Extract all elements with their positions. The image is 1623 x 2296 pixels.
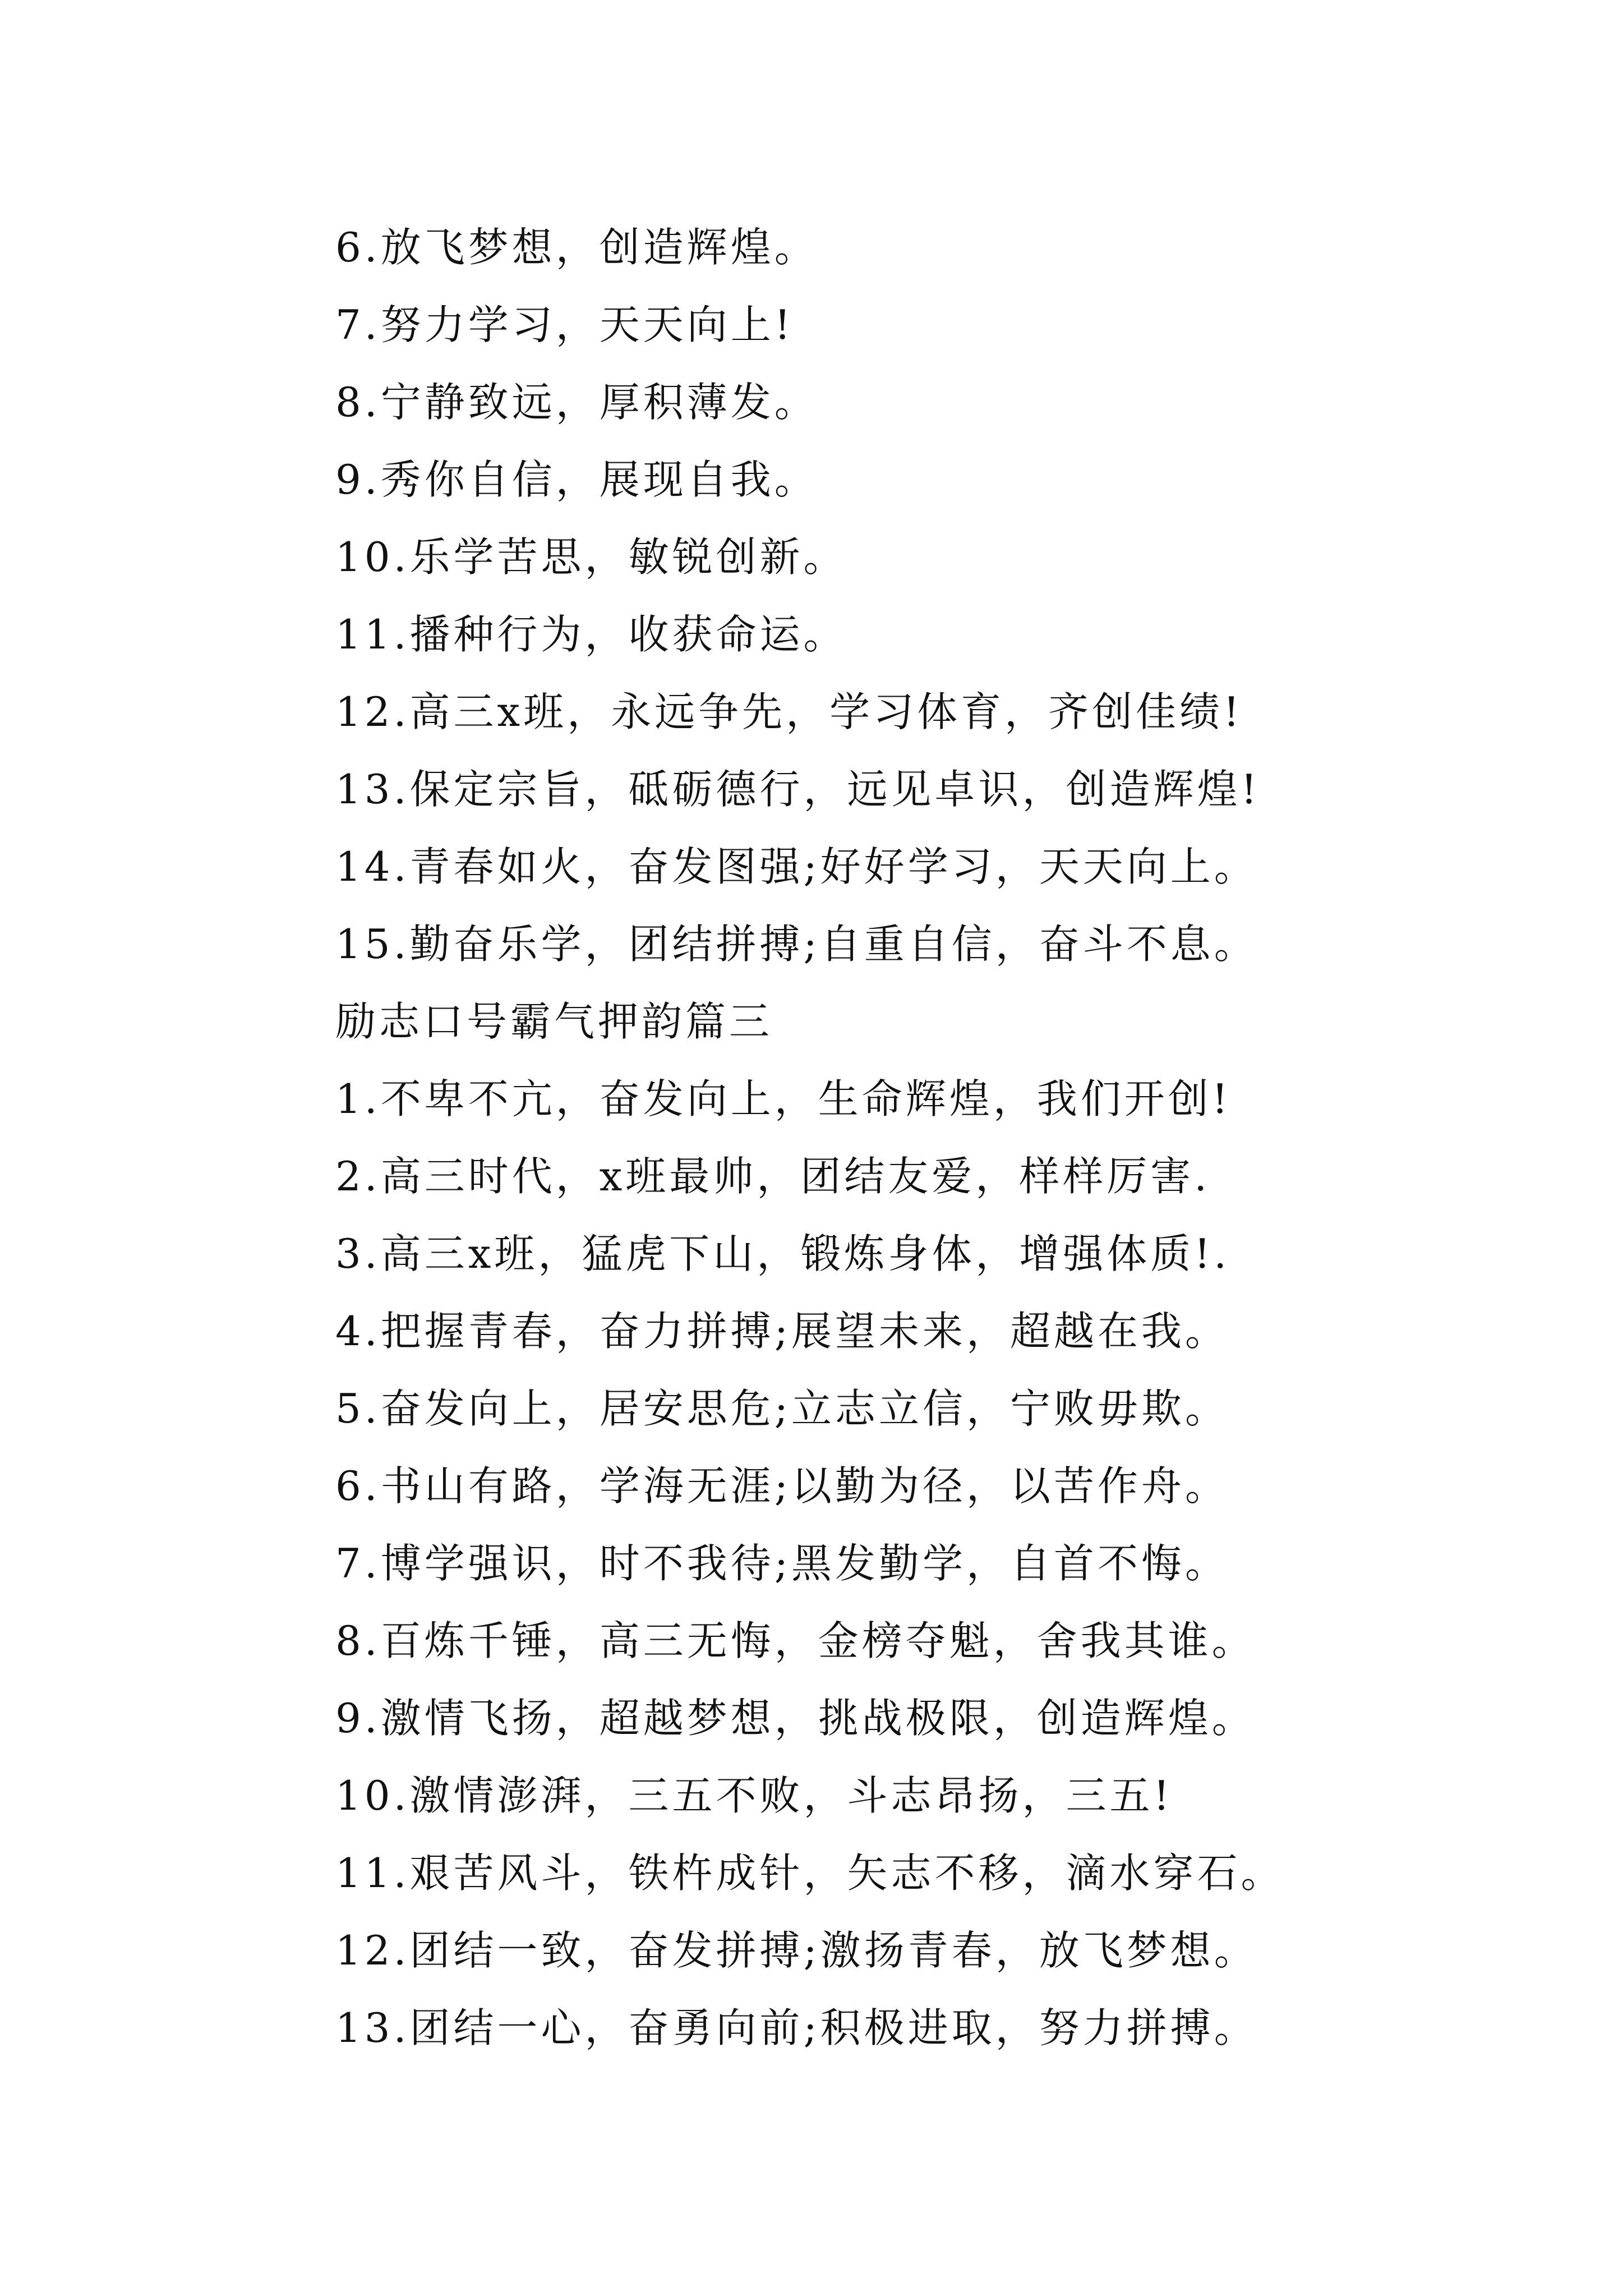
list-item: 11.播种行为，收获命运。 xyxy=(335,611,847,658)
slogan-list xyxy=(335,209,1513,2067)
list-item: 3.高三x班，猛虎下山，锻炼身体，增强体质!. xyxy=(335,1230,1230,1277)
list-item: 12.团结一致，奋发拼搏;激扬青春，放飞梦想。 xyxy=(335,1927,1258,1974)
list-item: 15.勤奋乐学，团结拼搏;自重自信，奋斗不息。 xyxy=(335,921,1258,968)
list-item: 11.艰苦风斗，铁杵成针，矢志不移，滴水穿石。 xyxy=(335,1849,1285,1897)
list-item: 7.博学强识，时不我待;黑发勤学，自首不悔。 xyxy=(335,1540,1229,1587)
list-item: 6.书山有路，学海无涯;以勤为径，以苦作舟。 xyxy=(335,1462,1229,1510)
list-item: 13.团结一心，奋勇向前;积极进取，努力拼搏。 xyxy=(335,2004,1258,2051)
list-item: 1.不卑不亢，奋发向上，生命辉煌，我们开创! xyxy=(335,1075,1232,1122)
list-item: 9.秀你自信，展现自我。 xyxy=(335,456,818,503)
list-item: 12.高三x班，永远争先，学习体育，齐创佳绩! xyxy=(335,688,1243,735)
list-item: 4.把握青春，奋力拼搏;展望未来，超越在我。 xyxy=(335,1308,1229,1355)
list-item: 8.宁静致远，厚积薄发。 xyxy=(335,379,818,426)
list-item: 14.青春如火，奋发图强;好好学习，天天向上。 xyxy=(335,843,1258,890)
list-item: 8.百炼千锤，高三无悔，金榜夺魁，舍我其谁。 xyxy=(335,1617,1256,1664)
list-item: 10.激情澎湃，三五不败，斗志昂扬，三五! xyxy=(335,1772,1173,1819)
list-item: 5.奋发向上，居安思危;立志立信，宁败毋欺。 xyxy=(335,1385,1229,1432)
list-item: 9.激情飞扬，超越梦想，挑战极限，创造辉煌。 xyxy=(335,1695,1256,1742)
list-item: 2.高三时代，x班最帅，团结友爱，样样厉害. xyxy=(335,1153,1211,1200)
list-item: 6.放飞梦想，创造辉煌。 xyxy=(335,224,818,271)
section-heading: 励志口号霸气押韵篇三 xyxy=(335,998,773,1045)
list-item: 13.保定宗旨，砥砺德行，远见卓识，创造辉煌! xyxy=(335,766,1261,813)
list-item: 10.乐学苦思，敏锐创新。 xyxy=(335,533,847,581)
list-item: 7.努力学习，天天向上! xyxy=(335,301,794,348)
